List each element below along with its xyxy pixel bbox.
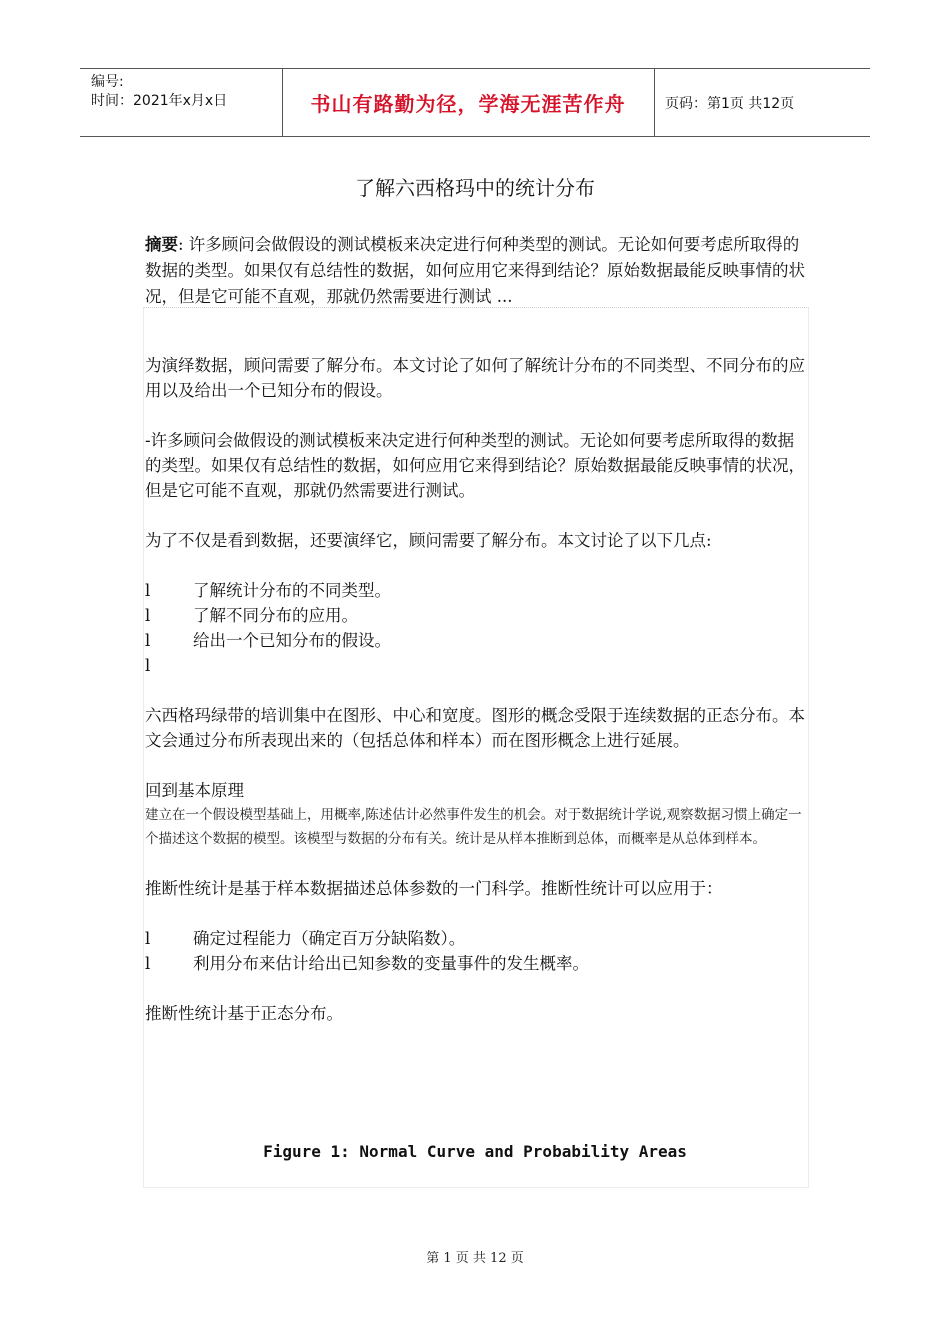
paragraph: -许多顾问会做假设的测试模板来决定进行何种类型的测试。无论如何要考虑所取得的数据的类型。如果仅有总结性的数据，如何应用它来得到结论？原始数据最能反映事情的状况，但是它可能不直观，那就仍然需要进行测试。 [145,431,805,500]
list-item-text: 确定过程能力（确定百万分缺陷数）。 [193,929,466,948]
figure-caption: Figure 1: Normal Curve and Probability Areas [263,1142,687,1161]
list-marker: l [145,929,151,948]
paragraph: 为了不仅是看到数据，还要演绎它，顾问需要了解分布。本文讨论了以下几点: [145,531,712,550]
list-item [145,603,807,628]
abstract-text: : 许多顾问会做假设的测试模板来决定进行何种类型的测试。无论如何要考虑所取得的数据的类型。如果仅有总结性的数据，如何应用它来得到结论？原始数据最能反映事情的状况，但是它可能不直观，那就仍然需要进行测试 ... [145,235,805,306]
number-label: 编号: [91,74,124,90]
list-item [145,628,807,653]
list-item-text: 给出一个已知分布的假设。 [193,631,391,650]
bullet-list [145,926,807,976]
list-item [145,926,807,951]
document-body [145,353,807,1026]
page-footer: 第 1 页 共 12 页 [426,1251,524,1266]
list-marker: l [145,581,151,600]
time-label: 时间：2021年x月x日 [91,93,228,109]
header-motto: 书山有路勤为径，学海无涯苦作舟 [310,92,626,116]
list-marker: l [145,954,151,973]
list-item-text: 了解统计分布的不同类型。 [193,581,391,600]
paragraph: 推断性统计基于正态分布。 [145,1004,343,1023]
header-page-info: 页码：第1页 共12页 [665,95,795,112]
paragraph: 为演绎数据，顾问需要了解分布。本文讨论了如何了解统计分布的不同类型、不同分布的应用以及给出一个已知分布的假设。 [145,356,805,400]
list-marker: l [145,631,151,650]
list-item [145,653,807,678]
section-heading: 回到基本原理 [145,781,244,800]
list-item [145,951,807,976]
paragraph: 推断性统计是基于样本数据描述总体参数的一门科学。推断性统计可以应用于： [145,879,723,898]
header-table [80,68,870,137]
list-marker: l [145,656,151,675]
document-title: 了解六西格玛中的统计分布 [355,176,595,200]
list-marker: l [145,606,151,625]
abstract [145,232,815,310]
header-left-cell [91,73,227,111]
paragraph-small: 建立在一个假设模型基础上，用概率,陈述估计必然事件发生的机会。对于数据统计学说,观察数据习惯上确定一个描述这个数据的模型。该模型与数据的分布有关。统计是从样本推断到总体，而概率是从总体到样本。 [145,807,802,847]
header-divider [654,69,655,136]
paragraph: 六西格玛绿带的培训集中在图形、中心和宽度。图形的概念受限于连续数据的正态分布。本文会通过分布所表现出来的（包括总体和样本）而在图形概念上进行延展。 [145,706,805,750]
list-item [145,578,807,603]
bullet-list [145,578,807,678]
list-item-text: 利用分布来估计给出已知参数的变量事件的发生概率。 [193,954,589,973]
list-item-text: 了解不同分布的应用。 [193,606,358,625]
abstract-label: 摘要 [145,235,178,254]
